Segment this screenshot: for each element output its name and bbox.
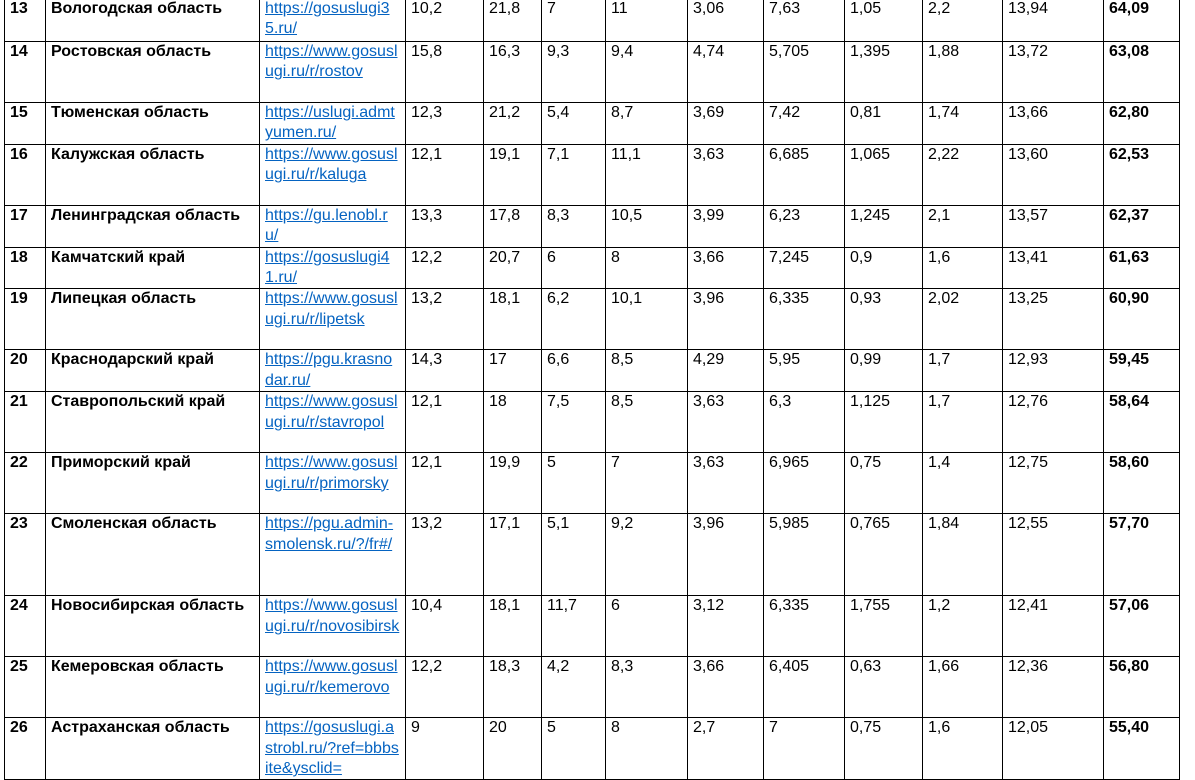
score-c1: 13,3 — [406, 205, 484, 247]
score-c3: 7,5 — [542, 392, 606, 453]
region-name: Вологодская область — [46, 0, 260, 42]
score-c3: 11,7 — [542, 596, 606, 657]
score-c1: 12,2 — [406, 657, 484, 718]
portal-link-cell — [260, 144, 406, 205]
score-c9: 13,60 — [1003, 144, 1104, 205]
score-c7: 0,99 — [845, 350, 923, 392]
score-c8: 2,22 — [923, 144, 1003, 205]
table-row — [5, 0, 1180, 42]
portal-link-cell — [260, 350, 406, 392]
score-c7: 0,81 — [845, 103, 923, 145]
score-c7: 1,05 — [845, 0, 923, 42]
total-score: 62,80 — [1104, 103, 1180, 145]
portal-link-cell — [260, 247, 406, 289]
score-c3: 8,3 — [542, 205, 606, 247]
portal-link[interactable]: https://pgu.krasnodar.ru/ — [265, 351, 393, 389]
score-c1: 14,3 — [406, 350, 484, 392]
score-c5: 3,63 — [688, 453, 764, 514]
row-number: 13 — [5, 0, 46, 42]
score-c5: 3,99 — [688, 205, 764, 247]
score-c7: 0,9 — [845, 247, 923, 289]
score-c9: 13,94 — [1003, 0, 1104, 42]
score-c5: 3,96 — [688, 289, 764, 350]
score-c5: 3,63 — [688, 144, 764, 205]
score-c2: 21,8 — [484, 0, 542, 42]
portal-link[interactable]: https://pgu.admin-smolensk.ru/?/fr#/ — [265, 515, 394, 553]
score-c3: 5 — [542, 718, 606, 780]
portal-link[interactable]: https://www.gosuslugi.ru/r/kaluga — [265, 145, 398, 184]
total-score: 59,45 — [1104, 350, 1180, 392]
table-row — [5, 350, 1180, 392]
score-c6: 7,245 — [764, 247, 845, 289]
table-row — [5, 453, 1180, 514]
table-row — [5, 103, 1180, 145]
row-number: 20 — [5, 350, 46, 392]
score-c9: 13,66 — [1003, 103, 1104, 145]
score-c5: 3,06 — [688, 0, 764, 42]
score-c2: 17,8 — [484, 205, 542, 247]
table-row — [5, 247, 1180, 289]
table-row — [5, 392, 1180, 453]
score-c1: 15,8 — [406, 42, 484, 103]
score-c7: 0,93 — [845, 289, 923, 350]
portal-link-cell — [260, 392, 406, 453]
row-number: 26 — [5, 718, 46, 780]
portal-link[interactable]: https://www.gosuslugi.ru/r/rostov — [265, 43, 398, 81]
ratings-table — [4, 0, 1180, 780]
row-number: 16 — [5, 144, 46, 205]
score-c2: 18,1 — [484, 596, 542, 657]
score-c7: 1,755 — [845, 596, 923, 657]
score-c5: 3,69 — [688, 103, 764, 145]
row-number: 18 — [5, 247, 46, 289]
total-score: 64,09 — [1104, 0, 1180, 42]
row-number: 25 — [5, 657, 46, 718]
score-c3: 7,1 — [542, 144, 606, 205]
portal-link-cell — [260, 205, 406, 247]
score-c3: 4,2 — [542, 657, 606, 718]
score-c9: 13,25 — [1003, 289, 1104, 350]
score-c1: 12,1 — [406, 392, 484, 453]
table-row — [5, 514, 1180, 596]
portal-link[interactable]: https://gu.lenobl.ru/ — [265, 206, 388, 245]
score-c2: 19,1 — [484, 144, 542, 205]
score-c4: 10,1 — [606, 289, 688, 350]
portal-link[interactable]: https://www.gosuslugi.ru/r/stavropol — [265, 393, 398, 431]
row-number: 17 — [5, 205, 46, 247]
score-c2: 20 — [484, 718, 542, 780]
score-c2: 21,2 — [484, 103, 542, 145]
score-c9: 12,76 — [1003, 392, 1104, 453]
region-name: Смоленская область — [46, 514, 260, 596]
score-c8: 2,2 — [923, 0, 1003, 42]
score-c9: 13,72 — [1003, 42, 1104, 103]
score-c3: 5,1 — [542, 514, 606, 596]
score-c9: 13,41 — [1003, 247, 1104, 289]
score-c2: 18,3 — [484, 657, 542, 718]
portal-link-cell — [260, 514, 406, 596]
score-c4: 6 — [606, 596, 688, 657]
score-c3: 6,2 — [542, 289, 606, 350]
portal-link-cell — [260, 42, 406, 103]
total-score: 58,60 — [1104, 453, 1180, 514]
score-c9: 12,75 — [1003, 453, 1104, 514]
row-number: 22 — [5, 453, 46, 514]
score-c3: 5,4 — [542, 103, 606, 145]
score-c5: 3,96 — [688, 514, 764, 596]
score-c8: 1,74 — [923, 103, 1003, 145]
score-c3: 6,6 — [542, 350, 606, 392]
score-c9: 12,41 — [1003, 596, 1104, 657]
total-score: 60,90 — [1104, 289, 1180, 350]
region-name: Липецкая область — [46, 289, 260, 350]
score-c8: 1,66 — [923, 657, 1003, 718]
score-c7: 1,245 — [845, 205, 923, 247]
score-c4: 9,4 — [606, 42, 688, 103]
score-c8: 1,6 — [923, 718, 1003, 780]
score-c4: 8,5 — [606, 392, 688, 453]
score-c6: 7 — [764, 718, 845, 780]
total-score: 57,06 — [1104, 596, 1180, 657]
total-score: 63,08 — [1104, 42, 1180, 103]
score-c4: 11 — [606, 0, 688, 42]
score-c9: 12,05 — [1003, 718, 1104, 780]
score-c8: 1,88 — [923, 42, 1003, 103]
score-c9: 12,55 — [1003, 514, 1104, 596]
score-c7: 1,125 — [845, 392, 923, 453]
score-c6: 6,965 — [764, 453, 845, 514]
table-row — [5, 42, 1180, 103]
portal-link[interactable]: https://www.gosuslugi.ru/r/novosibirsk — [265, 597, 400, 635]
total-score: 57,70 — [1104, 514, 1180, 596]
score-c5: 3,66 — [688, 247, 764, 289]
region-name: Камчатский край — [46, 247, 260, 289]
score-c5: 4,29 — [688, 350, 764, 392]
row-number: 19 — [5, 289, 46, 350]
score-c6: 6,335 — [764, 596, 845, 657]
score-c5: 4,74 — [688, 42, 764, 103]
row-number: 21 — [5, 392, 46, 453]
total-score: 62,37 — [1104, 205, 1180, 247]
portal-link[interactable]: https://uslugi.admtyumen.ru/ — [265, 104, 395, 142]
total-score: 61,63 — [1104, 247, 1180, 289]
score-c4: 9,2 — [606, 514, 688, 596]
total-score: 62,53 — [1104, 144, 1180, 205]
score-c4: 8,7 — [606, 103, 688, 145]
region-name: Краснодарский край — [46, 350, 260, 392]
total-score: 56,80 — [1104, 657, 1180, 718]
portal-link[interactable]: https://gosuslugi41.ru/ — [265, 248, 390, 287]
score-c1: 13,2 — [406, 514, 484, 596]
table-row — [5, 718, 1180, 780]
score-c2: 20,7 — [484, 247, 542, 289]
score-c3: 5 — [542, 453, 606, 514]
score-c2: 16,3 — [484, 42, 542, 103]
row-number: 24 — [5, 596, 46, 657]
score-c1: 12,2 — [406, 247, 484, 289]
region-name: Ленинградская область — [46, 205, 260, 247]
score-c6: 5,705 — [764, 42, 845, 103]
score-c4: 8,3 — [606, 657, 688, 718]
region-name: Ростовская область — [46, 42, 260, 103]
score-c4: 8 — [606, 247, 688, 289]
portal-link-cell — [260, 718, 406, 780]
score-c8: 1,7 — [923, 350, 1003, 392]
score-c1: 10,4 — [406, 596, 484, 657]
score-c1: 10,2 — [406, 0, 484, 42]
score-c1: 9 — [406, 718, 484, 780]
score-c8: 2,02 — [923, 289, 1003, 350]
table-row — [5, 144, 1180, 205]
portal-link-cell — [260, 103, 406, 145]
score-c8: 1,2 — [923, 596, 1003, 657]
portal-link[interactable]: https://gosuslugi35.ru/ — [265, 0, 390, 38]
score-c7: 0,75 — [845, 718, 923, 780]
score-c5: 3,66 — [688, 657, 764, 718]
score-c1: 12,1 — [406, 144, 484, 205]
portal-link-cell — [260, 596, 406, 657]
row-number: 15 — [5, 103, 46, 145]
region-name: Астраханская область — [46, 718, 260, 780]
row-number: 14 — [5, 42, 46, 103]
score-c7: 0,75 — [845, 453, 923, 514]
score-c1: 12,3 — [406, 103, 484, 145]
region-name: Ставропольский край — [46, 392, 260, 453]
score-c6: 6,23 — [764, 205, 845, 247]
score-c3: 7 — [542, 0, 606, 42]
portal-link-cell — [260, 289, 406, 350]
score-c2: 17 — [484, 350, 542, 392]
score-c6: 7,63 — [764, 0, 845, 42]
score-c2: 18 — [484, 392, 542, 453]
score-c2: 19,9 — [484, 453, 542, 514]
table-row — [5, 596, 1180, 657]
score-c4: 8,5 — [606, 350, 688, 392]
row-number: 23 — [5, 514, 46, 596]
score-c4: 10,5 — [606, 205, 688, 247]
region-name: Новосибирская область — [46, 596, 260, 657]
score-c6: 6,3 — [764, 392, 845, 453]
score-c4: 7 — [606, 453, 688, 514]
score-c6: 6,335 — [764, 289, 845, 350]
score-c3: 9,3 — [542, 42, 606, 103]
total-score: 55,40 — [1104, 718, 1180, 780]
table-row — [5, 289, 1180, 350]
total-score: 58,64 — [1104, 392, 1180, 453]
score-c5: 3,63 — [688, 392, 764, 453]
score-c4: 8 — [606, 718, 688, 780]
score-c8: 1,4 — [923, 453, 1003, 514]
score-c7: 1,065 — [845, 144, 923, 205]
region-name: Приморский край — [46, 453, 260, 514]
score-c2: 18,1 — [484, 289, 542, 350]
score-c3: 6 — [542, 247, 606, 289]
score-c6: 7,42 — [764, 103, 845, 145]
score-c4: 11,1 — [606, 144, 688, 205]
table-row — [5, 205, 1180, 247]
table-row — [5, 657, 1180, 718]
score-c6: 6,685 — [764, 144, 845, 205]
score-c9: 12,36 — [1003, 657, 1104, 718]
score-c7: 0,63 — [845, 657, 923, 718]
score-c9: 13,57 — [1003, 205, 1104, 247]
region-name: Тюменская область — [46, 103, 260, 145]
portal-link[interactable]: https://www.gosuslugi.ru/r/lipetsk — [265, 290, 398, 328]
score-c5: 3,12 — [688, 596, 764, 657]
score-c9: 12,93 — [1003, 350, 1104, 392]
portal-link-cell — [260, 453, 406, 514]
score-c6: 5,985 — [764, 514, 845, 596]
table-body — [5, 0, 1180, 780]
score-c8: 1,84 — [923, 514, 1003, 596]
region-name: Калужская область — [46, 144, 260, 205]
score-c8: 2,1 — [923, 205, 1003, 247]
score-c7: 0,765 — [845, 514, 923, 596]
portal-link[interactable]: https://gosuslugi.astrobl.ru/?ref=bbbsite&ysclid= — [265, 719, 399, 778]
score-c6: 6,405 — [764, 657, 845, 718]
portal-link-cell — [260, 0, 406, 42]
score-c6: 5,95 — [764, 350, 845, 392]
score-c5: 2,7 — [688, 718, 764, 780]
region-name: Кемеровская область — [46, 657, 260, 718]
score-c2: 17,1 — [484, 514, 542, 596]
score-c1: 12,1 — [406, 453, 484, 514]
score-c8: 1,7 — [923, 392, 1003, 453]
score-c7: 1,395 — [845, 42, 923, 103]
portal-link[interactable]: https://www.gosuslugi.ru/r/primorsky — [265, 454, 398, 492]
score-c8: 1,6 — [923, 247, 1003, 289]
score-c1: 13,2 — [406, 289, 484, 350]
portal-link[interactable]: https://www.gosuslugi.ru/r/kemerovo — [265, 658, 398, 696]
portal-link-cell — [260, 657, 406, 718]
